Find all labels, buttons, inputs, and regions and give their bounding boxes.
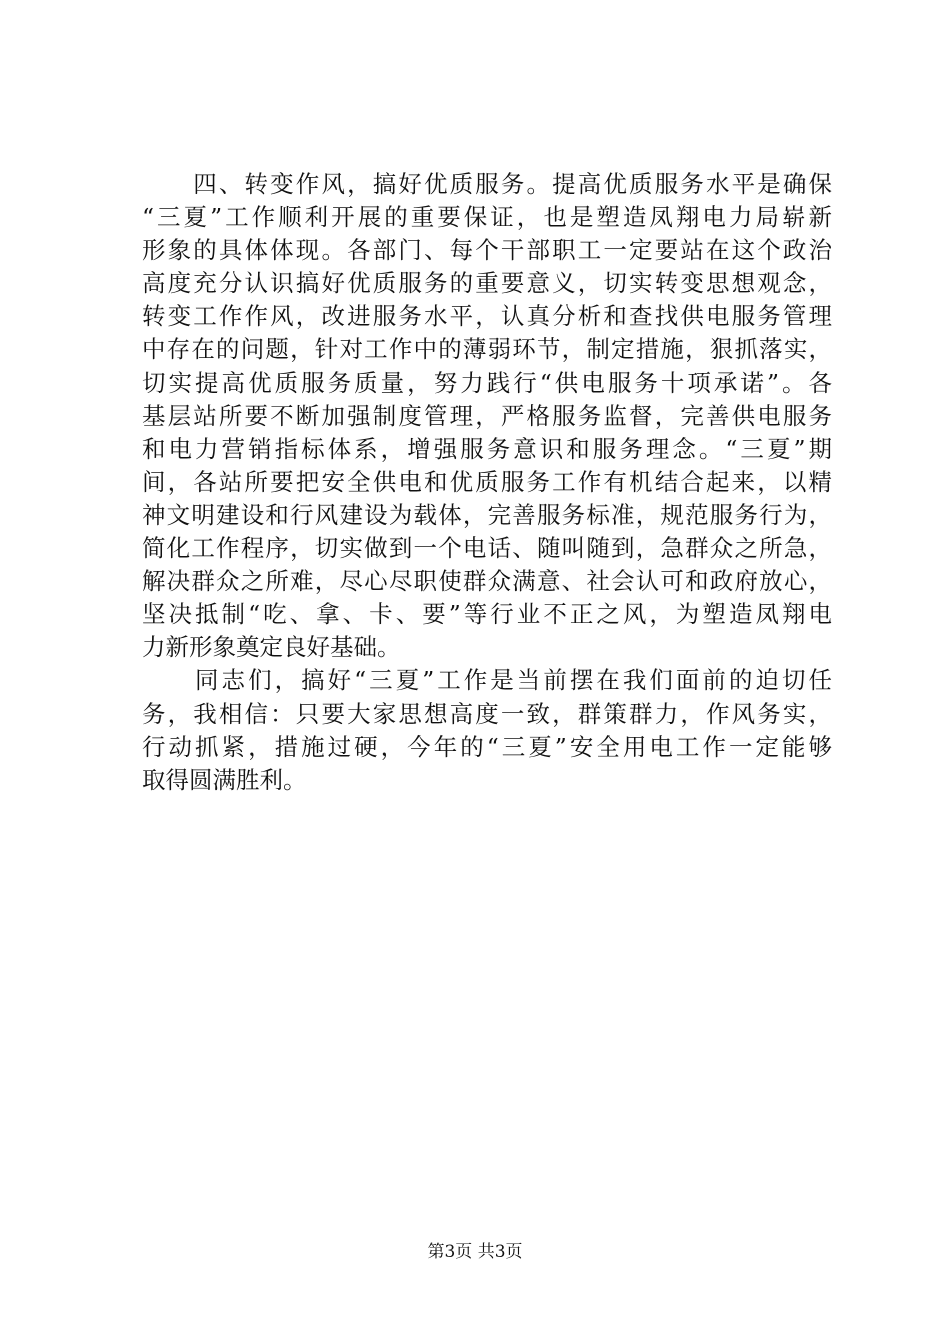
text-line: 切实提高优质服务质量，努力践行“供电服务十项承诺”。各 <box>142 368 832 397</box>
text-line: 和电力营销指标体系，增强服务意识和服务理念。“三夏”期 <box>142 434 832 463</box>
text-line: “三夏”工作顺利开展的重要保证，也是塑造凤翔电力局崭新 <box>142 203 832 232</box>
text-line: 简化工作程序，切实做到一个电话、随叫随到，急群众之所急， <box>142 534 832 563</box>
text-line: 中存在的问题，针对工作中的薄弱环节，制定措施，狠抓落实， <box>142 335 832 364</box>
text-line: 力新形象奠定良好基础。 <box>142 633 401 662</box>
text-line: 行动抓紧，措施过硬，今年的“三夏”安全用电工作一定能够 <box>142 732 832 761</box>
text-line: 取得圆满胜利。 <box>142 765 307 794</box>
text-line: 形象的具体体现。各部门、每个干部职工一定要站在这个政治 <box>142 236 832 265</box>
text-line: 间，各站所要把安全供电和优质服务工作有机结合起来，以精 <box>142 467 832 496</box>
text-line: 基层站所要不断加强制度管理，严格服务监督，完善供电服务 <box>142 401 832 430</box>
text-line: 转变工作作风，改进服务水平，认真分析和查找供电服务管理 <box>142 302 832 331</box>
text-line: 同志们，搞好“三夏”工作是当前摆在我们面前的迫切任 <box>142 666 832 695</box>
text-line: 务，我相信：只要大家思想高度一致，群策群力，作风务实， <box>142 699 832 728</box>
document-body <box>142 168 832 797</box>
text-line: 高度充分认识搞好优质服务的重要意义，切实转变思想观念， <box>142 269 832 298</box>
text-line: 四、转变作风，搞好优质服务。提高优质服务水平是确保 <box>142 170 832 198</box>
page-number-footer: 第3页 共3页 <box>427 1242 523 1262</box>
text-line: 神文明建设和行风建设为载体，完善服务标准，规范服务行为， <box>142 500 832 529</box>
text-line: 解决群众之所难，尽心尽职使群众满意、社会认可和政府放心， <box>142 567 832 596</box>
text-line: 坚决抵制“吃、拿、卡、要”等行业不正之风，为塑造凤翔电 <box>142 600 832 629</box>
